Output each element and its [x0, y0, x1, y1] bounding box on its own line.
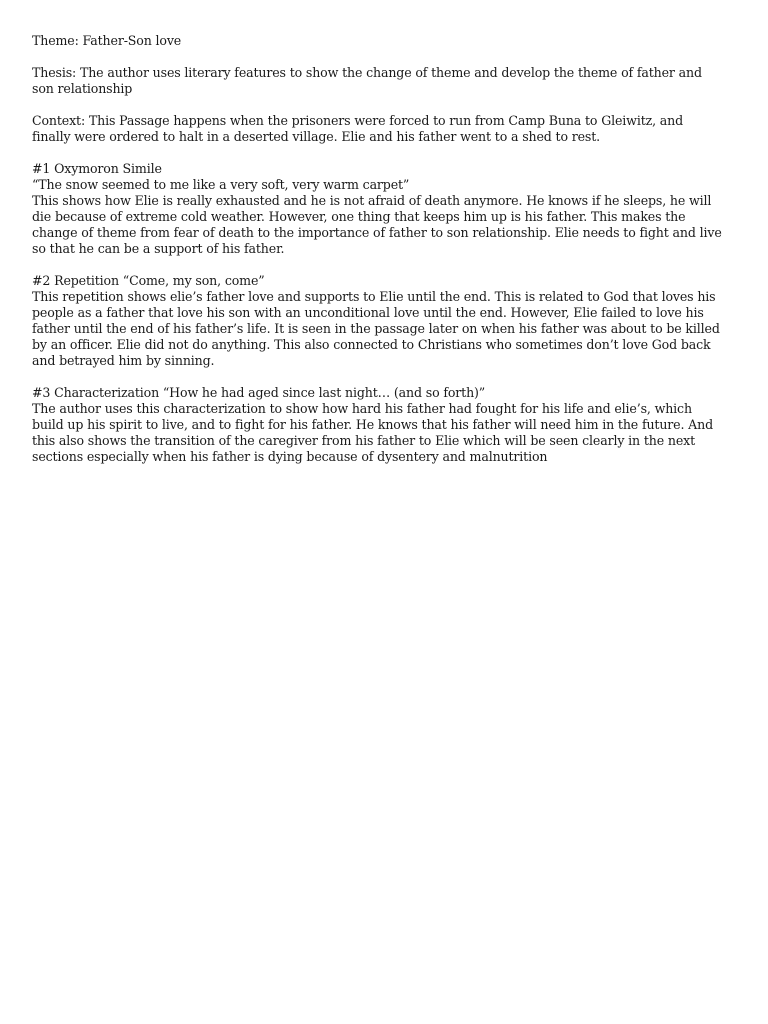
section-1-body-line-1: This shows how Elie is really exhausted and he is not afraid of death anymore. He knows if he sleeps, he will	[32, 193, 712, 208]
thesis-line-1: Thesis: The author uses literary features to show the change of theme and develop the theme of father and	[32, 65, 702, 80]
section-2	[32, 273, 720, 369]
theme-line: Theme: Father-Son love	[32, 33, 182, 48]
section-3-heading: #3 Characterization “How he had aged since last night… (and so forth)”	[32, 385, 486, 400]
section-2-body-line-4: by an officer. Elie did not do anything. This also connected to Christians who sometimes don’t love God back	[32, 337, 711, 352]
context-paragraph	[32, 113, 682, 145]
section-2-heading: #2 Repetition “Come, my son, come”	[32, 273, 265, 288]
section-1-body-line-2: die because of extreme cold weather. However, one thing that keeps him up is his father. This makes the	[32, 209, 686, 224]
section-1-heading: #1 Oxymoron Simile	[32, 161, 162, 176]
section-3-body-line-1: The author uses this characterization to show how hard his father had fought for his life and elie’s, which	[32, 401, 692, 416]
context-line-1: Context: This Passage happens when the prisoners were forced to run from Camp Buna to Gleiwitz, and	[32, 113, 684, 128]
section-3	[32, 385, 713, 465]
section-1	[32, 161, 722, 257]
thesis-paragraph	[32, 65, 702, 97]
section-1-quote: “The snow seemed to me like a very soft, very warm carpet”	[32, 177, 410, 192]
context-line-2: finally were ordered to halt in a deserted village. Elie and his father went to a shed to rest.	[32, 129, 600, 144]
section-3-body-line-3: this also shows the transition of the caregiver from his father to Elie which will be seen clearly in the next	[32, 433, 695, 448]
section-2-body-line-3: father until the end of his father’s life. It is seen in the passage later on when his father was about to be killed	[32, 321, 720, 336]
section-1-body-line-3: change of theme from fear of death to the importance of father to son relationship. Elie needs to fight and live	[32, 225, 722, 240]
section-1-body-line-4: so that he can be a support of his father.	[32, 241, 285, 256]
section-2-body-line-2: people as a father that love his son with an unconditional love until the end. However, Elie failed to love his	[32, 305, 704, 320]
document-page	[32, 33, 722, 481]
section-2-body-line-1: This repetition shows elie’s father love and supports to Elie until the end. This is related to God that loves his	[32, 289, 716, 304]
thesis-line-2: son relationship	[32, 81, 133, 96]
section-3-body-line-2: build up his spirit to live, and to fight for his father. He knows that his father will need him in the future. And	[32, 417, 713, 432]
theme-paragraph	[32, 33, 682, 49]
section-3-body-line-4: sections especially when his father is dying because of dysentery and malnutrition	[32, 449, 548, 464]
section-2-body-line-5: and betrayed him by sinning.	[32, 353, 215, 368]
